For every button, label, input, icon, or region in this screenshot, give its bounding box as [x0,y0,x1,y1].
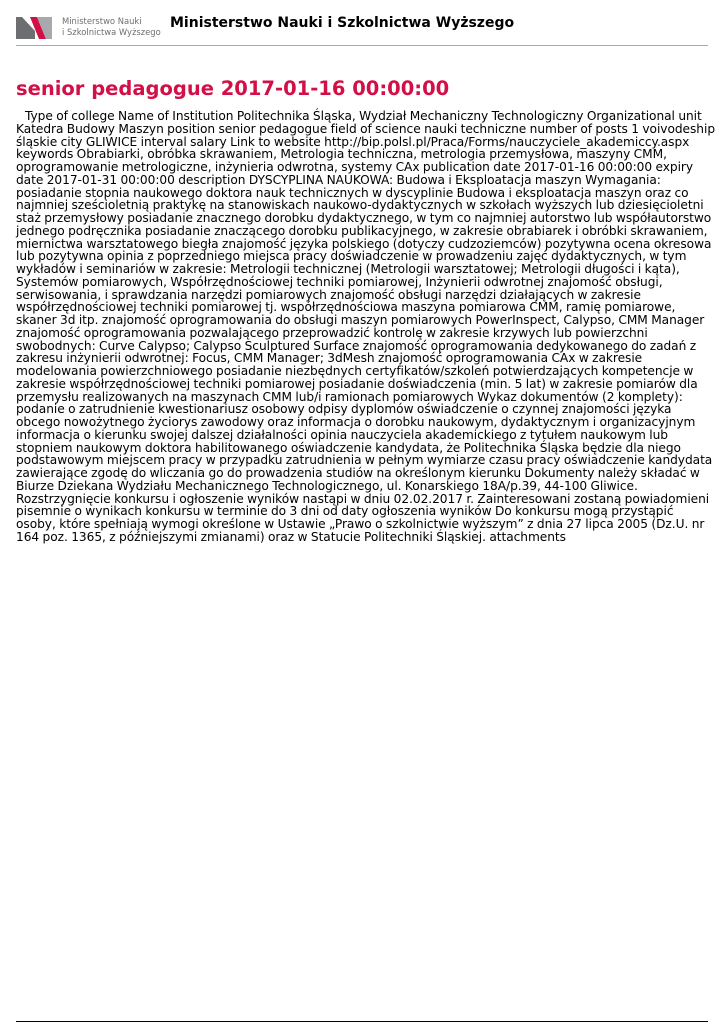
page-title: senior pedagogue 2017-01-16 00:00:00 [16,77,450,100]
header-title: Ministerstwo Nauki i Szkolnictwa Wyższego [170,15,515,31]
logo-text-line-1: Ministerstwo Nauki [62,16,142,26]
ministry-logo[interactable] [16,16,161,40]
logo-text-line-2: i Szkolnictwa Wyższego [62,26,161,37]
job-description-text: Type of college Name of Institution Politechnika Śląska, Wydział Mechaniczny Technologiczny Organizational unit Katedra Budowy Maszyn position senior pedagogue field of science nauki techniczne number of posts 1 voivodeship śląskie city GLIWICE interval salary Link to website http://bip.polsl.pl/Praca/Forms/nauczyciele_akademiccy.aspx keywords Obrabiarki, obróbka skrawaniem, Metrologia techniczna, metrologia przemysłowa, maszyny CMM, oprogramowanie metrologiczne, inżynieria odwrotna, systemy CAx publication date 2017-01-16 00:00:00 expiry date 2017-01-31 00:00:00 description DYSCYPLINA NAUKOWA: Budowa i Eksploatacja maszyn Wymagania: posiadanie stopnia naukowego doktora nauk technicznych w dyscyplinie Budowa i eksploatacja maszyn oraz co najmniej sześcioletnią praktykę na stanowiskach naukowo-dydaktycznych w szkołach wyższych lub dziesięcioletni staż przemysłowy posiadanie znacznego dorobku dydaktycznego, w tym co najmniej autorstwo lub współautorstwo jednego podręcznika posiadanie znaczącego dorobku publikacyjnego, w zakresie obrabiarek i obróbki skrawaniem, miernictwa warsztatowego biegła znajomość języka polskiego (dotyczy cudzoziemców) pozytywna ocena okresowa lub pozytywna opinia z poprzedniego miejsca pracy doświadczenie w prowadzeniu zajęć dydaktycznych, w tym wykładów i seminariów w zakresie: Metrologii technicznej (Metrologii warsztatowej; Metrologii długości i kąta), Systemów pomiarowych, Współrzędnościowej techniki pomiarowej, Inżynierii odwrotnej znajomość obsługi, serwisowania, i sprawdzania narzędzi pomiarowych znajomość obsługi narzędzi działających w zakresie współrzędnościowej techniki pomiarowej tj. współrzędnościowa maszyna pomiarowa CMM, ramię pomiarowe, skaner 3d itp. znajomość oprogramowania do obsługi maszyn pomiarowych PowerInspect, Calypso, CMM Manager znajomość oprogramowania pozwalającego przeprowadzić kontrolę w zakresie krzywych lub powierzchni swobodnych: Curve Calypso; Calypso Sculptured Surface znajomość oprogramowania dedykowanego do zadań z zakresu inżynierii odwrotnej: Focus, CMM Manager; 3dMesh znajomość oprogramowania CAx w zakresie modelowania powierzchniowego posiadanie niezbędnych certyfikatów/szkoleń potwierdzających kompetencje w zakresie współrzędnościowej techniki pomiarowej posiadanie doświadczenia (min. 5 lat) w zakresie pomiarów dla przemysłu realizowanych na maszynach CMM lub/i ramionach pomiarowych Wykaz dokumentów (2 komplety): podanie o zatrudnienie kwestionariusz osobowy odpisy dyplomów oświadczenie o czynnej znajomości języka obcego nowożytnego życiorys zawodowy oraz informacja o dorobku naukowym, dydaktycznym i organizacyjnym informacja o kierunku swojej dalszej działalności opinia nauczyciela akademickiego z tytułem naukowym lub stopniem naukowym doktora habilitowanego oświadczenie kandydata, że Politechnika Śląska będzie dla niego podstawowym miejscem pracy w przypadku zatrudnienia w pełnym wymiarze czasu pracy oświadczenie kandydata zawierające zgodę do wliczania go do prowadzenia studiów na określonym kierunku Dokumenty należy składać w Biurze Dziekana Wydziału Mechanicznego Technologicznego, ul. Konarskiego 18A/p.39, 44-100 Gliwice. Rozstrzygnięcie konkursu i ogłoszenie wyników nastąpi w dniu 02.02.2017 r. Zainteresowani zostaną powiadomieni pisemnie o wynikach konkursu w terminie do 3 dni od daty ogłoszenia wyników Do konkursu mogą przystąpić osoby, które spełniają wymogi określone w Ustawie „Prawo o szkolnictwie wyższym” z dnia 27 lipca 2005 (Dz.U. nr 164 poz. 1365, z późniejszymi zmianami) oraz w Statucie Politechniki Śląskiej. attachments [16,109,716,544]
ministry-logo-text [62,16,161,37]
ministry-logo-mark-icon [16,17,52,39]
page-header [0,0,725,46]
header-divider [16,45,708,46]
footer-divider [16,1021,708,1022]
